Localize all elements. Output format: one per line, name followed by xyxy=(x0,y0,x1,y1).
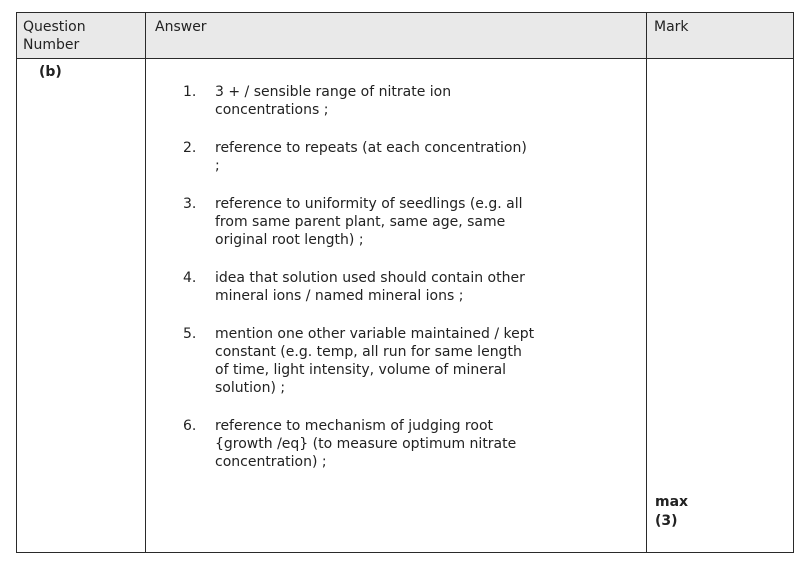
answer-number: 4. xyxy=(183,270,197,286)
answer-number: 5. xyxy=(183,326,197,342)
answer-line: idea that solution used should contain other xyxy=(215,270,525,286)
answer-line: 3 + / sensible range of nitrate ion xyxy=(215,84,452,100)
answer-line: reference to repeats (at each concentration) xyxy=(215,140,527,156)
mark-max: max xyxy=(655,494,689,510)
answer-line: concentrations ; xyxy=(215,102,329,118)
header-answer: Answer xyxy=(155,19,207,35)
answer-list xyxy=(183,83,623,491)
answer-line: mention one other variable maintained / kept xyxy=(215,326,535,342)
answer-item xyxy=(183,325,623,397)
answer-number: 2. xyxy=(183,140,197,156)
answer-line: concentration) ; xyxy=(215,454,327,470)
answer-number: 3. xyxy=(183,196,197,212)
answer-item xyxy=(183,417,623,471)
answer-line: reference to uniformity of seedlings (e.g. all xyxy=(215,196,523,212)
mark-count: (3) xyxy=(655,513,678,529)
answer-line: from same parent plant, same age, same xyxy=(215,214,506,230)
answer-line: reference to mechanism of judging root xyxy=(215,418,493,434)
answer-line: of time, light intensity, volume of mineral xyxy=(215,362,507,378)
answer-item xyxy=(183,83,623,119)
header-question-number: Question Number xyxy=(23,19,86,53)
answer-item xyxy=(183,269,623,305)
answer-number: 6. xyxy=(183,418,197,434)
answer-line: constant (e.g. temp, all run for same length xyxy=(215,344,522,360)
column-divider xyxy=(646,13,647,552)
mark-scheme-table xyxy=(16,12,794,553)
answer-line: mineral ions / named mineral ions ; xyxy=(215,288,464,304)
answer-item xyxy=(183,139,623,175)
answer-line: {growth /eq} (to measure optimum nitrate xyxy=(215,436,517,452)
mark-value xyxy=(655,493,688,531)
question-number: (b) xyxy=(39,64,62,80)
answer-item xyxy=(183,195,623,249)
column-divider xyxy=(145,13,146,552)
table-header-row xyxy=(17,13,793,59)
header-mark: Mark xyxy=(654,19,689,35)
answer-number: 1. xyxy=(183,84,197,100)
answer-line: original root length) ; xyxy=(215,232,364,248)
answer-line: solution) ; xyxy=(215,380,286,396)
answer-line: ; xyxy=(215,158,220,174)
